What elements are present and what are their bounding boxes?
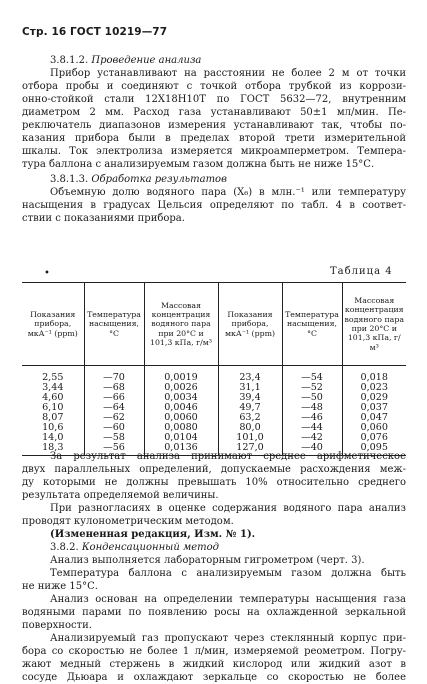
table-row <box>22 423 406 433</box>
table-cell: 18,3 <box>22 443 84 456</box>
section-number: 3.8.2. <box>50 542 79 553</box>
text-line: реключатель диапазонов измерения устанавливают так, чтобы по- <box>22 120 406 131</box>
paragraph <box>22 186 406 225</box>
text-line: поверхности. <box>22 620 92 631</box>
text-line: результата определяемой величины. <box>22 490 219 501</box>
table-cell: 10,6 <box>42 422 64 433</box>
table-cell: —42 <box>282 433 342 443</box>
text-line: отбора пробы и соединяют с точкой отбора трубкой из коррози- <box>22 81 406 92</box>
text-line: ду которыми не должны превышать 10% относительно среднего <box>22 477 406 488</box>
table-cell: —46 <box>282 413 342 423</box>
table-cell: 0,0019 <box>144 366 218 384</box>
table-cell: 0,0104 <box>144 433 218 443</box>
table-cell: —66 <box>84 393 144 403</box>
section-number: 3.8.1.2. <box>50 55 89 66</box>
text-line: диаметром 2 мм. Расход газа устанавливают 50±1 мл/мин. Пе- <box>22 107 406 118</box>
text-line: тура баллона с анализируемым газом должна быть не ниже 15°С. <box>22 159 375 170</box>
table-cell: 31,1 <box>218 383 282 393</box>
table-cell: 2,55 <box>42 372 64 383</box>
text-line: не ниже 15°С. <box>22 581 98 592</box>
text-line: двух параллельных определений, допускаемые расхождения меж- <box>22 464 406 475</box>
table-cell: 127,0 <box>218 443 282 456</box>
table-cell: 3,44 <box>42 382 64 393</box>
table-cell: 63,2 <box>218 413 282 423</box>
table-cell: —64 <box>84 403 144 413</box>
table-cell: —52 <box>282 383 342 393</box>
table-cell: —58 <box>84 433 144 443</box>
table-cell: 49,7 <box>218 403 282 413</box>
table-cell: —60 <box>84 423 144 433</box>
section-heading <box>22 541 406 554</box>
table-cell: 0,037 <box>342 403 406 413</box>
table-cell: 0,076 <box>342 433 406 443</box>
table-cell: 0,0026 <box>144 383 218 393</box>
text-line: сосуде Дьюара и охлаждают зеркальце со скоростью не более <box>22 672 406 683</box>
paragraph <box>22 502 406 528</box>
column-header: Температура насыщения, °С <box>84 283 144 366</box>
table-cell: —50 <box>282 393 342 403</box>
text-line: Анализ основан на определении температуры насыщения газа <box>50 594 406 605</box>
table-cell: —40 <box>282 443 342 456</box>
table-cell: 0,023 <box>342 383 406 393</box>
table-cell: —68 <box>84 383 144 393</box>
text-line: водяными парами по появлению росы на охлажденной зеркальной <box>22 607 406 618</box>
table-row <box>22 433 406 443</box>
table-cell: 0,0046 <box>144 403 218 413</box>
text-line: казания прибора были в пределах второй трети измерительной <box>22 133 406 144</box>
table-cell: 0,0034 <box>144 393 218 403</box>
table-header-row <box>22 283 406 366</box>
table-title: Таблица 4 <box>330 266 393 277</box>
section-title: Конденсационный метод <box>81 542 219 553</box>
text-line: проводят кулонометрическим методом. <box>22 516 234 527</box>
text-line: Анализ выполняется лабораторным гигрометром (черт. 3). <box>50 555 365 566</box>
table-row <box>22 383 406 393</box>
section-number: 3.8.1.3. <box>50 174 89 185</box>
table-cell: —44 <box>282 423 342 433</box>
paragraph <box>22 593 406 632</box>
section-title: Обработка результатов <box>91 174 227 185</box>
section-heading <box>22 54 406 67</box>
section-title: Проведение анализа <box>91 55 202 66</box>
table-row <box>22 366 406 384</box>
table-cell: 39,4 <box>218 393 282 403</box>
table-cell: —48 <box>282 403 342 413</box>
text-line: Объемную долю водяного пара (X₆) в млн.⁻¹ или температуру <box>50 187 406 198</box>
text-line: насыщения в градусах Цельсия определяют по табл. 4 в соответ- <box>22 200 406 211</box>
text-line: шкалы. Ток электролиза измеряется микроамперметром. Темпера- <box>22 146 406 157</box>
table-cell: 0,029 <box>342 393 406 403</box>
text-line: онно-стойкой стали 12Х18Н10Т по ГОСТ 5632—72, внутренним <box>22 94 406 105</box>
table-cell: 0,0060 <box>144 413 218 423</box>
column-header: Показания прибора, мкА⁻¹ (ppm) <box>218 283 282 366</box>
table-cell: —70 <box>84 366 144 384</box>
paragraph <box>22 632 406 684</box>
column-header: Массовая концентрация водяного пара при 20°С и 101,3 кПа, г/м³ <box>342 283 406 366</box>
table-cell: 8,07 <box>42 412 64 423</box>
text-line: Прибор устанавливают на расстоянии не более 2 м от точки <box>50 68 406 79</box>
table-cell: 0,0136 <box>144 443 218 456</box>
table-cell: 0,060 <box>342 423 406 433</box>
column-header: Температура насыщения, °С <box>282 283 342 366</box>
margin-mark: • <box>44 268 50 279</box>
section-heading <box>22 173 406 186</box>
table-cell: —56 <box>84 443 144 456</box>
table-cell: 23,4 <box>218 366 282 384</box>
text-line: Анализируемый газ пропускают через стеклянный корпус при- <box>50 633 406 644</box>
text-line: ствии с показаниями прибора. <box>22 213 185 224</box>
table-cell: 0,018 <box>342 366 406 384</box>
table-cell: 0,0080 <box>144 423 218 433</box>
text-line: жают медный стержень в жидкий кислород или жидкий азот в <box>22 659 406 670</box>
table-cell: 80,0 <box>218 423 282 433</box>
column-header: Показания прибора, мкА⁻¹ (ppm) <box>22 283 84 366</box>
table-row <box>22 403 406 413</box>
paragraph <box>22 554 406 593</box>
text-line: За результат анализа принимают среднее арифметическое <box>50 451 406 462</box>
table-cell: 4,60 <box>42 392 64 403</box>
data-table <box>22 282 406 456</box>
text-line: При разногласиях в оценке содержания водяного пара анализ <box>50 503 406 514</box>
paragraph <box>22 67 406 171</box>
page-header: Стр. 16 ГОСТ 10219—77 <box>22 26 168 38</box>
table-row <box>22 413 406 423</box>
column-header: Массовая концентрация водяного пара при 20°С и 101,3 кПа, г/м³ <box>144 283 218 366</box>
table-cell: —62 <box>84 413 144 423</box>
table-cell: 0,095 <box>342 443 406 456</box>
amendment-note: (Измененная редакция, Изм. № 1). <box>50 529 256 540</box>
table-cell: 6,10 <box>42 402 64 413</box>
table-row <box>22 393 406 403</box>
table-cell: 0,047 <box>342 413 406 423</box>
text-line: бора со скоростью не более 1 л/мин, измеряемой реометром. Погру- <box>22 646 406 657</box>
text-line: Температура баллона с анализируемым газом должна быть <box>50 568 406 579</box>
table-cell: 101,0 <box>218 433 282 443</box>
table-cell: —54 <box>282 366 342 384</box>
table-cell: 14,0 <box>42 432 64 443</box>
paragraph <box>22 450 406 502</box>
